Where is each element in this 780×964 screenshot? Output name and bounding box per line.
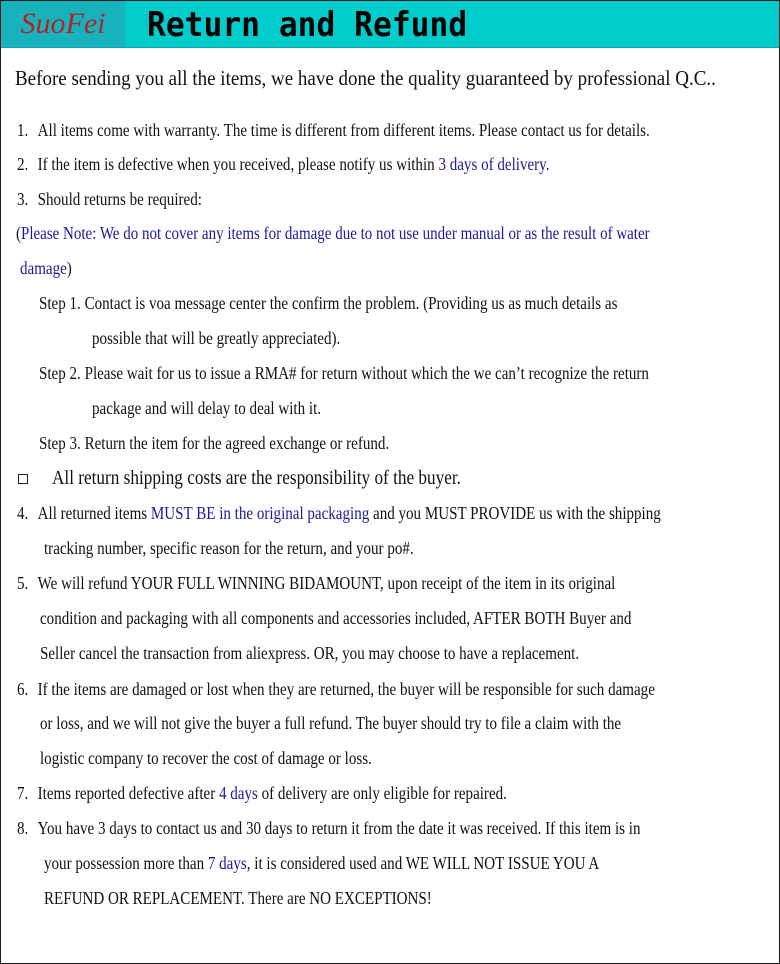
list-item-8-continued: REFUND OR REPLACEMENT. There are NO EXCEPTIONS! (44, 888, 432, 908)
item-text: your possession more than (44, 853, 208, 873)
step-text: Contact is voa message center the confirm the problem. (Providing us as much details as (84, 293, 618, 313)
list-item-5 (17, 572, 615, 594)
square-bullet-icon (18, 474, 28, 484)
note-paren: ) (66, 258, 72, 278)
list-item-7 (17, 782, 507, 804)
item-number: 8. (17, 818, 29, 838)
step-text: Return the item for the agreed exchange or refund. (84, 433, 390, 453)
item-text: and you MUST PROVIDE us with the shipping (369, 503, 661, 523)
step-2 (39, 362, 649, 384)
brand-logo: SuoFei (1, 1, 125, 47)
step-3 (39, 432, 389, 454)
header-bar (1, 1, 779, 48)
item-number: 4. (17, 503, 29, 523)
item-number: 2. (17, 154, 29, 174)
item-text: Should returns be required: (37, 189, 202, 209)
note-text: Please Note: We do not cover any items for damage due to not use under manual or as the result of water (20, 223, 650, 243)
page-title: Return and Refund (147, 5, 468, 45)
item-text: You have 3 days to contact us and 30 days to return it from the date it was received. If this item is in (37, 818, 641, 838)
item-text: All returned items (37, 503, 151, 523)
step-1-continued: possible that will be greatly appreciated). (92, 328, 341, 348)
item-text: Items reported defective after (37, 783, 219, 803)
list-item-5-continued: Seller cancel the transaction from aliexpress. OR, you may choose to have a replacement. (40, 643, 580, 663)
step-label: Step 3. (39, 433, 81, 453)
item-text: , it is considered used and WE WILL NOT ISSUE YOU A (246, 853, 600, 873)
shipping-cost-notice: All return shipping costs are the responsibility of the buyer. (52, 467, 461, 489)
step-text: Please wait for us to issue a RMA# for return without which the we can’t recognize the return (84, 363, 649, 383)
intro-text: Before sending you all the items, we have done the quality guaranteed by professional Q.C.. (15, 66, 716, 90)
item-number: 3. (17, 189, 29, 209)
step-label: Step 1. (39, 293, 81, 313)
item-text: All items come with warranty. The time is different from different items. Please contact us for details. (37, 120, 650, 140)
list-item-3 (17, 188, 202, 210)
list-item-2 (17, 153, 549, 175)
item-text: of delivery are only eligible for repaired. (257, 783, 507, 803)
item-text: If the item is defective when you received, please notify us within (37, 154, 439, 174)
list-item-4-continued: tracking number, specific reason for the return, and your po#. (44, 538, 414, 558)
list-item-4 (17, 502, 661, 524)
highlight-text: 4 days (218, 783, 258, 803)
note-line-1 (16, 222, 650, 244)
item-number: 1. (17, 120, 29, 140)
item-text: If the items are damaged or lost when they are returned, the buyer will be responsible for such damage (37, 679, 655, 699)
step-label: Step 2. (39, 363, 81, 383)
highlight-text: 7 days (207, 853, 247, 873)
list-item-6-continued: logistic company to recover the cost of damage or loss. (40, 748, 372, 768)
note-paren: ( (16, 223, 21, 243)
step-2-continued: package and will delay to deal with it. (92, 398, 322, 418)
list-item-6-continued: or loss, and we will not give the buyer a full refund. The buyer should try to file a claim with the (40, 713, 622, 733)
note-line-2 (20, 257, 72, 279)
item-text: . (545, 154, 550, 174)
item-number: 7. (17, 783, 29, 803)
item-text: We will refund YOUR FULL WINNING BIDAMOUNT, upon receipt of the item in its original (37, 573, 616, 593)
highlight-text: 3 days of delivery (438, 154, 546, 174)
note-text: damage (20, 258, 67, 278)
item-number: 5. (17, 573, 29, 593)
highlight-text: MUST BE in the original packaging (150, 503, 370, 523)
list-item-8-continued (44, 852, 599, 874)
step-1 (39, 292, 617, 314)
list-item-6 (17, 678, 655, 700)
item-number: 6. (17, 679, 29, 699)
list-item-8 (17, 817, 640, 839)
list-item-5-continued: condition and packaging with all components and accessories included, AFTER BOTH Buyer and (40, 608, 632, 628)
list-item-1 (17, 119, 650, 141)
